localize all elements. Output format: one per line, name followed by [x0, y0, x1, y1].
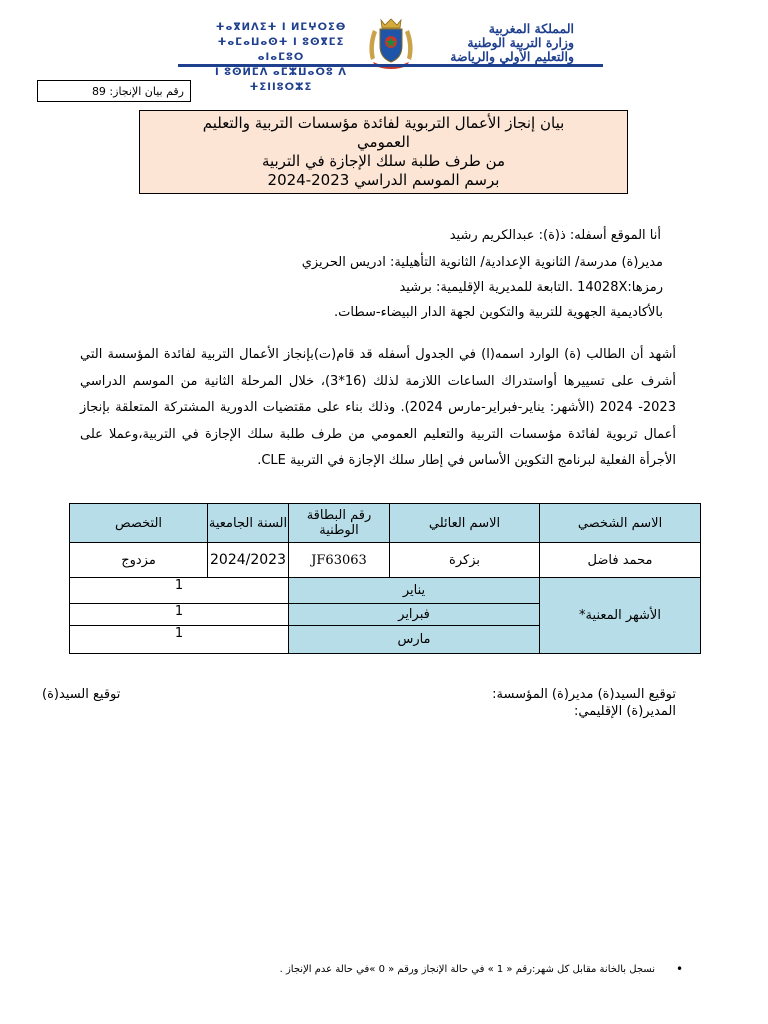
month-name: مارس [289, 626, 540, 654]
table-row [70, 543, 701, 578]
school-code-line: رمزها:14028X .التابعة للمديرية الإقليمية: برشيد [399, 280, 663, 295]
header-arabic [424, 22, 574, 64]
school-director-line: مدير(ة) مدرسة/ الثانوية الإعدادية/ الثانوية التأهيلية: ادريس الحريزي [301, 255, 663, 270]
month-value: 1 [70, 578, 289, 604]
tifinagh-line-1: ⵜⴰⴳⵍⴷⵉⵜ ⵏ ⵍⵎⵖⵔⵉⴱ [215, 22, 347, 33]
provincial-director-title: المدير(ة) الإقليمي: [574, 704, 676, 719]
header-last-name: الاسم العائلي [390, 504, 540, 543]
arabic-line-2: وزارة التربية الوطنية [467, 35, 574, 50]
cell-first-name: محمد فاضل [540, 543, 701, 578]
header-divider [178, 64, 603, 67]
header-id-card: رقم البطاقة الوطنية [289, 504, 390, 543]
title-line-1: بيان إنجاز الأعمال التربوية لفائدة مؤسسات التربية والتعليم [202, 114, 565, 132]
tifinagh-line-3: ⵏ ⵓⵙⵍⵎⴷ ⴰⵎⵣⵡⴰⵔⵓ ⴷ ⵜⵉⵏⵏⵓⵔⵣⵉ [214, 67, 348, 93]
month-value: 1 [70, 604, 289, 626]
tifinagh-line-2: ⵜⴰⵎⴰⵡⴰⵙⵜ ⵏ ⵓⵙⴳⵎⵉ ⴰⵏⴰⵎⵓⵔ [217, 37, 345, 63]
cell-academic-year: 2024/2023 [208, 543, 289, 578]
header-academic-year: السنة الجامعية [208, 504, 289, 543]
cell-last-name: بزكرة [390, 543, 540, 578]
arabic-line-3: والتعليم الأولي والرياضة [450, 49, 574, 64]
table-header-row [70, 504, 701, 543]
month-value: 1 [70, 626, 289, 654]
provincial-signature: توقيع السيد(ة) [42, 687, 121, 702]
receipt-number-box: رقم بيان الإنجاز: 89 [37, 80, 191, 102]
header-specialty: التخصص [70, 504, 208, 543]
title-line-2: العمومي [357, 133, 410, 151]
title-line-3: من طرف طلبة سلك الإجازة في التربية [261, 152, 506, 170]
royal-emblem-icon [363, 16, 419, 70]
title-line-4: برسم الموسم الدراسي 2023-2024 [267, 171, 500, 189]
header-tifinagh [206, 20, 356, 95]
header-first-name: الاسم الشخصي [540, 504, 701, 543]
months-label: الأشهر المعنية* [540, 578, 701, 654]
cell-specialty: مزدوج [70, 543, 208, 578]
document-title [139, 110, 628, 194]
bullet-icon: • [676, 962, 684, 976]
signatory-line: أنا الموقع أسفله: ذ(ة): عبدالكريم رشيد [449, 228, 661, 243]
student-table [69, 503, 701, 654]
cell-id-card: JF63063 [289, 543, 390, 578]
academy-line: بالأكاديمية الجهوية للتربية والتكوين لجهة الدار البيضاء-سطات. [333, 305, 663, 320]
certification-paragraph: أشهد أن الطالب (ة) الوارد اسمه(ا) في الجدول أسفله قد قام(ت)بإنجاز الأعمال التربية لفائدة المؤسسة التي أشرف على تسييرها أواستدراك الساعات اللازمة لذلك (16*3)، خلال المرحلة الثانية من الموسم الدراسي 2023- 2024 (الأشهر: يناير-فبراير-مارس 2024). وذلك بناء على مقتضيات الدورية المشتركة المتعلقة بإنجاز أعمال تربوية لفائدة مؤسسات التربية والتعليم العمومي من طرف طلبة سلك الإجازة في التربية،وعملا على الأجرأة الفعلية لبرنامج التكوين الأساس في إطار سلك الإجازة في التربية CLE. [80, 347, 677, 468]
arabic-line-1: المملكة المغربية [488, 21, 574, 36]
director-signature: توقيع السيد(ة) مدير(ة) المؤسسة: [492, 687, 676, 702]
month-row [70, 578, 701, 604]
month-name: فبراير [289, 604, 540, 626]
footnote: نسجل بالخانة مقابل كل شهر:رقم « 1 » في حالة الإنجاز ورقم « 0 »في حالة عدم الإنجاز . [279, 964, 655, 975]
month-name: يناير [289, 578, 540, 604]
